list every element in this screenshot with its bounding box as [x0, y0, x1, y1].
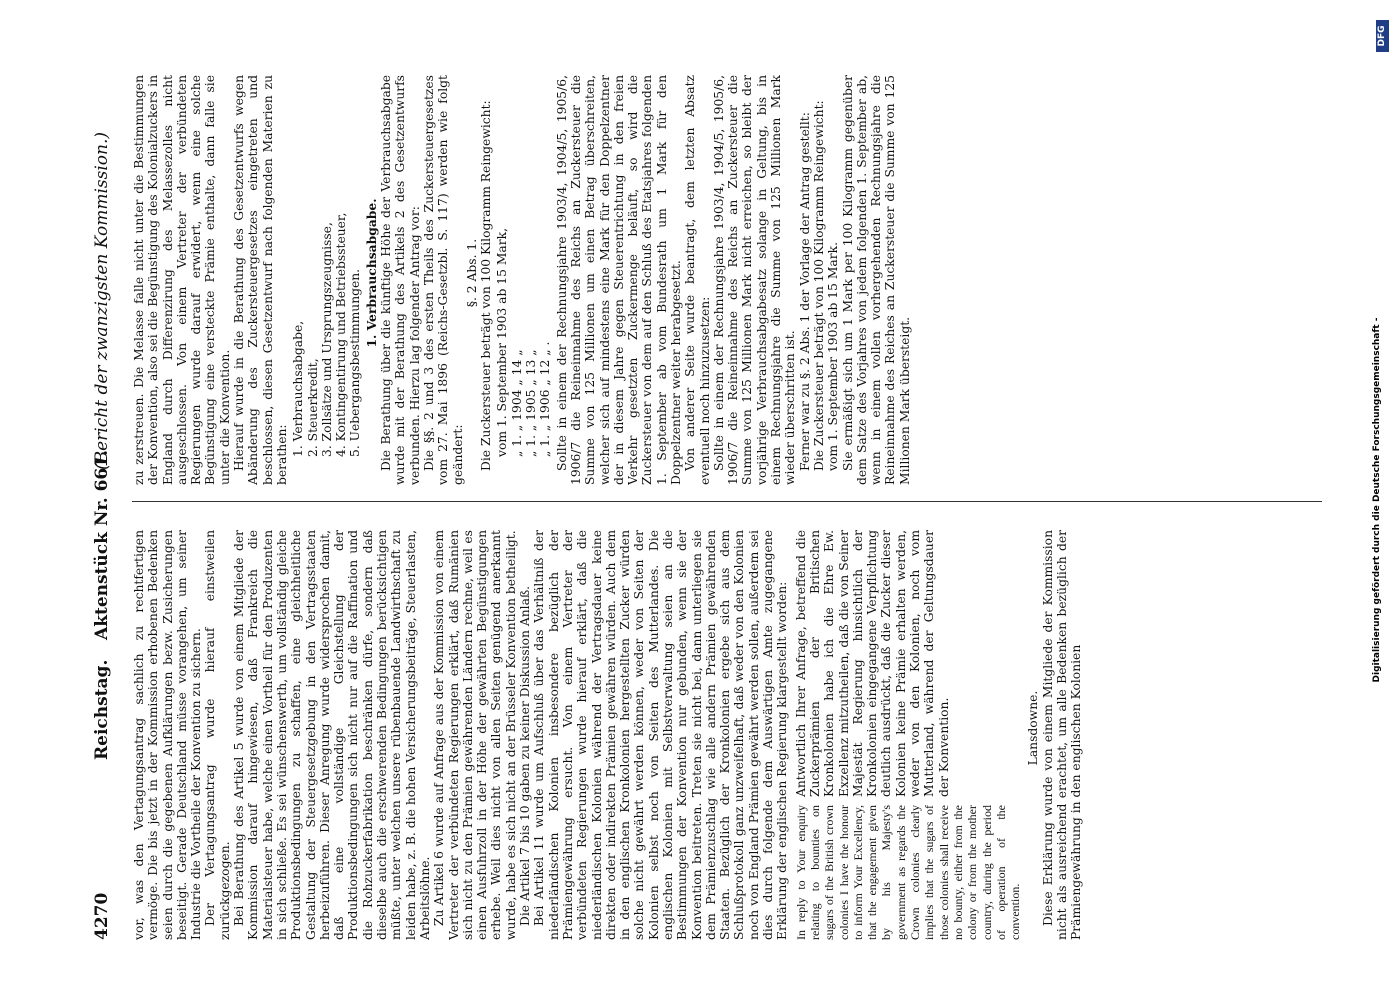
text-column-left [132, 530, 1322, 940]
paragraph: Diese Erklärung wurde von einem Mitgliede der Kommission nicht als ausreichend erachtet, um alle Bedenken bezüglich der Prämiengewährung in den englischen Kolonien [1040, 530, 1084, 940]
list-item: 2. Steuerkredit, [305, 358, 320, 457]
paragraph: Hierauf wurde in die Berathung des Gesetzentwurfs wegen Abänderung des Zuckersteuergesetzes eingetreten und beschlossen, diesen Gesetzentwurf nach folgenden Materien zu berathen: [232, 75, 289, 485]
rate-item: „ 1. „ 1906 „ 12 „ . [538, 341, 553, 457]
list-item: 1. Verbrauchsabgabe, [291, 320, 306, 457]
paragraph: Der Vertagungsantrag wurde hierauf einstweilen zurückgezogen. [203, 530, 232, 940]
paragraph: Bei Artikel 11 wurde um Aufschluß über das Verhältniß der niederländischen Kolonien insbesondere bezüglich der Prämiengewährung ersucht. Von einem Vertreter der verbündeten Regierungen wurde hierauf erklärt, daß die niederländischen Kolonien während der Vertragsdauer keine direkten oder indirekten Prämien gewähren würden. Auch dem in den englischen Kronkolonien hergestellten Zucker würden solche nicht gewährt werden können, weder von Seiten der Kolonien selbst noch von Seiten des Mutterlandes. Die englischen Kolonien mit Selbstverwaltung seien an die Bestimmungen der Konvention nur gebunden, wenn sie der Konvention beitreten. Treten sie nicht bei, dann unterliegen sie dem Prämienzuschlag wie alle andern Prämien gewährenden Staaten. Bezüglich der Kronkolonien ergebe sich aus dem Schlußprotokoll ganz unzweifelhaft, daß weder von den Kolonien noch von England Prämien gewährt werden sollen, außerdem sei dies durch folgende dem Auswärtigen Amte zugegangene Erklärung der englischen Regierung klargestellt worden: [532, 530, 790, 940]
paragraph: Sollte in einem der Rechnungsjahre 1903/4, 1904/5, 1905/6, 1906/7 die Reineinnahme des Reichs an Zuckersteuer die Summe von 125 Millionen um einen Betrag überschreiten, welcher sich auf mindestens eine Mark für den Doppelzentner der in diesem Jahre gegen Steuerentrichtung in den freien Verkehr gesetzten Zuckermenge beläuft, so wird die Zuckersteuer von dem auf den Schluß des Etatsjahres folgenden 1. September ab vom Bundesrath um 1 Mark für den Doppelzentner weiter herabgesetzt. [554, 75, 683, 485]
paragraph: zu zerstreuen. Die Melasse falle nicht unter die Bestimmungen der Konvention, also sei die Begünstigung des Kolonialzuckers in England durch Differenzirung des Melassezolles nicht ausgeschlossen. Von einem Vertreter der verbündeten Regierungen wurde darauf erwidert, wenn eine solche Begünstigung eine versteckte Prämie enthalte, dann falle sie unter die Konvention. [132, 75, 232, 485]
header-subtitle: (Bericht der zwanzigsten Kommission.) [92, 131, 112, 470]
page-header [92, 60, 122, 940]
paragraph: Die Berathung über die künftige Höhe der Verbrauchsabgabe wurde mit der Berathung des Artikels 2 des Gesetzentwurfs verbunden. Hierzu lag folgender Antrag vor: [379, 75, 422, 485]
materials-list [291, 75, 362, 457]
paragraph: Die Zuckersteuer beträgt von 100 Kilogramm Reingewicht: [479, 100, 494, 471]
dfg-logo: DFG [1376, 20, 1389, 52]
rates-list [495, 75, 552, 457]
signature: Lansdowne. [1026, 690, 1041, 766]
paragraph: Die Artikel 7 bis 10 gaben zu keiner Diskussion Anlaß. [518, 585, 533, 926]
rate-item: „ 1. „ 1904 „ 14 „ [509, 349, 524, 457]
page-number: 4270 [92, 892, 112, 940]
rate-item: „ 1. „ 1905 „ 13 „ [524, 349, 539, 457]
paragraph: Die §§. 2 und 3 des ersten Theils des Zuckersteuergesetzes vom 27. Mai 1896 (Reichs-Gesetzbl. S. 117) werden wie folgt geändert: [421, 75, 465, 485]
paragraph: Sie ermäßigt sich um 1 Mark per 100 Kilogramm gegenüber dem Satze des Vorjahres von jedem folgenden 1. September ab, wenn in einem vollen vorhergehenden Rechnungsjahre die Reineinnahme des Reiches an Zuckersteuer die Summe von 125 Millionen Mark übersteigt. [840, 75, 912, 485]
paragraph: vor, was den Vertagungsantrag sachlich zu rechtfertigen vermöge. Die bis jetzt in der Kommission erhobenen Bedenken seien durch die gegebenen Aufklärungen bezw. Zusicherungen beseitigt. Gerade Deutschland müsse vorangehen, um seiner Industrie die Vortheile der Konvention zu sichern. [132, 530, 204, 940]
header-left-title: Reichstag. [92, 659, 112, 760]
column-divider [132, 501, 1322, 502]
paragraph-reference: §. 2 Abs. 1. [464, 238, 479, 308]
text-column-right [132, 75, 1322, 485]
paragraph: Ferner war zu §. 2 Abs. 1 der Vorlage der Antrag gestellt: [797, 112, 812, 471]
paragraph: Sollte in einem der Rechnungsjahre 1903/4, 1904/5, 1905/6, 1906/7 die Reineinnahme des Reichs an Zuckersteuer die Summe von 125 Millionen Mark nicht erreichen, so bleibt der vorjährige Verbrauchsabgabesatz solange in Geltung, bis in einem Rechnungsjahre die Summe von 125 Millionen Mark wieder überschritten ist. [711, 75, 798, 485]
bilingual-statement [794, 530, 1023, 940]
section-heading: 1. Verbrauchsabgabe. [363, 198, 379, 348]
german-text: Antwortlich Ihrer Anfrage, betreffend die Zuckerprämien der Britischen Kronkolonien habe ich die Ehre Ew. Exzellenz mitzutheilen, daß die von Seiner Majestät Regierung hinsichtlich der Kronkolonien eingegangene Verpflichtung deutlich ausdrückt, daß die Zucker dieser Kolonien keine Prämie erhalten werden, weder von den Kolonien, noch vom Mutterland, während der Geltungsdauer der Konvention. [793, 530, 951, 797]
list-item: 3. Zollsätze und Ursprungszeugnisse, [319, 222, 334, 457]
list-item: 5. Uebergangsbestimmungen. [348, 268, 363, 457]
list-item: 4. Kontingentirung und Betriebssteuer, [334, 212, 349, 457]
rate-item: vom 1. September 1903 ab 15 Mark, [495, 228, 510, 457]
paragraph: vom 1. September 1903 ab 15 Mark. [826, 242, 841, 471]
document-id: Aktenstück Nr. 661. [92, 449, 112, 640]
paragraph: Die Zuckersteuer beträgt von 100 Kilogramm Reingewicht: [811, 100, 826, 471]
digitization-notice: Digitalisierung gefördert durch die Deutsche Forschungsgemeinschaft - [1372, 317, 1382, 683]
paragraph: Von anderer Seite wurde beantragt, dem letzten Absatz eventuell noch hinzuzusetzen: [683, 75, 712, 485]
paragraph: Zu Artikel 6 wurde auf Anfrage aus der Kommission von einem Vertreter der verbündeten Regierungen erklärt, daß Rumänien sich nicht zu den Prämien gewährenden Ländern rechne, weil es einen Ausfuhrzoll in der Höhe der gewährten Begünstigungen erhebe. Weil dies nicht von allen Seiten genügend anerkannt wurde, habe es sich nicht an der Brüsseler Konvention betheiligt. [432, 530, 518, 940]
paragraph: Bei Berathung des Artikel 5 wurde von einem Mitgliede der Kommission darauf hingewiesen, daß Frankreich die Materialsteuer habe, welche einen Vortheil für den Produzenten in sich schließe. Es sei wünschenswerth, um vollständig gleiche Produktionsbedingungen zu schaffen, eine gleichheitliche Gestaltung der Steuergesetzgebung in den Vertragsstaaten herbeizuführen. Dieser Anregung wurde widersprochen damit, daß eine vollständige Gleichstellung der Produktionsbedingungen sich nicht nur auf die Raffination und die Rohzuckerfabrikation beschränken dürfe, sondern daß dieselbe auch die erschwerenden Bedingungen berücksichtigen müßte, unter welchen unsere rübenbauende Landwirthschaft zu leiden habe, z. B. die hohen Versicherungsbeiträge, Steuerlasten, Arbeitslöhne. [232, 530, 432, 940]
english-text: In reply to Your enquiry relating to bounties on sugars of the British crown colonies I have the honour to inform Your Excellency, that the engagement given by his Majesty's government as regards the Crown colonies clearly implies that the sugars of those colonies shall receive no bounty, either from the colony or from the mother country, during the period of operation of the convention. [793, 805, 1023, 940]
